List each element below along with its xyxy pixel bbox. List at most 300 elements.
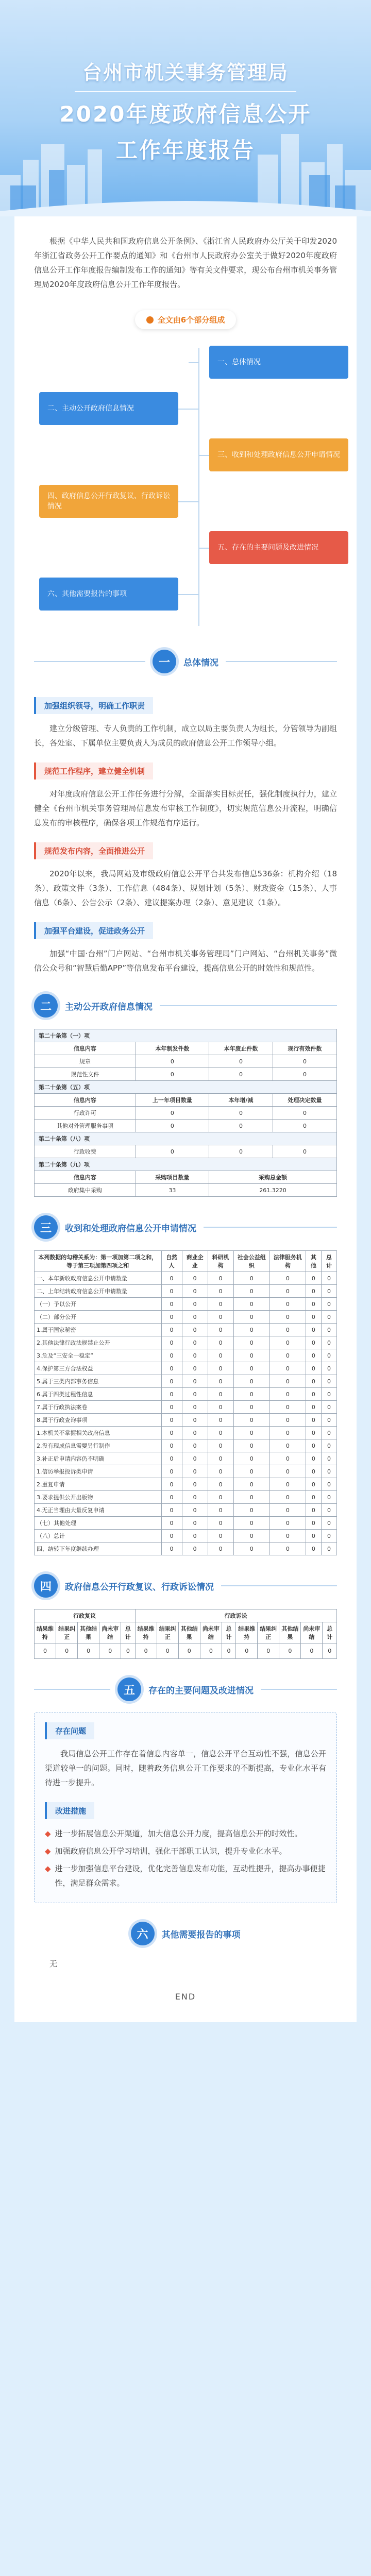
table-cell: 0 — [233, 1388, 269, 1401]
table-cell: 0 — [301, 1643, 323, 1659]
table-cell: 0 — [306, 1543, 321, 1555]
table-row — [35, 1145, 337, 1158]
toc-item-label: 五、存在的主要问题及改进情况 — [217, 544, 318, 552]
table-cell: 0 — [182, 1272, 208, 1285]
table-cell: 行政收费 — [35, 1145, 136, 1158]
table-cell: 0 — [136, 1120, 209, 1132]
table-cell: 7.属于行政执法案卷 — [35, 1401, 162, 1414]
table-cell: 0 — [161, 1439, 182, 1452]
table-row — [35, 1298, 337, 1311]
toc-item-3[interactable] — [209, 438, 348, 471]
table-cell: 0 — [182, 1491, 208, 1504]
table-cell: 0 — [233, 1336, 269, 1349]
table-cell: 0 — [161, 1311, 182, 1324]
table-cell: 0 — [233, 1530, 269, 1543]
table-header: 总计 — [121, 1622, 135, 1643]
list-item-text: 进一步拓展信息公开渠道，加大信息公开力度，提高信息公开的时效性。 — [55, 1829, 302, 1838]
active-disclosure-table — [34, 1029, 337, 1197]
subheading-tag: 规范发布内容，全面推进公开 — [34, 842, 153, 859]
table-cell: 0 — [321, 1543, 336, 1555]
table-cell: 0 — [321, 1285, 336, 1298]
table-cell: 3.危及“三安全一稳定” — [35, 1349, 162, 1362]
table-cell: 0 — [321, 1530, 336, 1543]
table-cell: 0 — [161, 1349, 182, 1362]
table-row — [35, 1452, 337, 1465]
table-cell: 0 — [269, 1452, 306, 1465]
table-cell: 4.无正当理由大量反复申请 — [35, 1504, 162, 1517]
table-cell: 0 — [222, 1643, 235, 1659]
application-handling-table — [34, 1250, 337, 1555]
table-header: 尚未审结 — [301, 1622, 323, 1643]
table-cell: 0 — [161, 1388, 182, 1401]
table-cell: 0 — [182, 1427, 208, 1439]
table-cell: 二、上年结转政府信息公开申请数量 — [35, 1285, 162, 1298]
table-cell: 0 — [209, 1055, 273, 1068]
subheading-tag: 改进措施 — [45, 1802, 94, 1819]
table-cell: 0 — [306, 1452, 321, 1465]
table-cell: 0 — [136, 1055, 209, 1068]
table-cell: 0 — [182, 1349, 208, 1362]
problems-box — [34, 1713, 337, 1903]
table-cell: 0 — [161, 1285, 182, 1298]
table-cell: 0 — [269, 1517, 306, 1530]
table-row — [35, 1427, 337, 1439]
table-of-contents — [29, 343, 342, 631]
toc-item-2[interactable] — [39, 392, 178, 425]
table-cell: 0 — [321, 1362, 336, 1375]
table-cell: 0 — [269, 1478, 306, 1491]
table-cell: 0 — [182, 1324, 208, 1336]
table-cell: 0 — [161, 1452, 182, 1465]
table-cell: 行政许可 — [35, 1107, 136, 1120]
table-cell: 0 — [306, 1491, 321, 1504]
leaf-icon — [146, 316, 154, 324]
table-cell: 0 — [161, 1401, 182, 1414]
table-header: 尚未审结 — [200, 1622, 222, 1643]
table-cell: 0 — [269, 1388, 306, 1401]
table-cell: 0 — [321, 1349, 336, 1362]
section-2-header — [34, 994, 337, 1018]
table-cell: 0 — [233, 1414, 269, 1427]
table-cell: 0 — [269, 1543, 306, 1555]
list-item — [45, 1844, 326, 1858]
table-cell: 0 — [233, 1452, 269, 1465]
end-marker: END — [175, 1992, 196, 2002]
table-header: 行政复议 — [35, 1609, 136, 1622]
subheading-tag: 存在问题 — [45, 1722, 94, 1739]
table-cell: 0 — [306, 1311, 321, 1324]
table-cell: 0 — [269, 1491, 306, 1504]
table-header: 采购总金额 — [209, 1171, 336, 1184]
toc-item-1[interactable] — [209, 346, 348, 379]
table-cell: 0 — [208, 1388, 233, 1401]
table-cell: 0 — [306, 1439, 321, 1452]
table-cell: 0 — [208, 1362, 233, 1375]
table-cell: 33 — [136, 1184, 209, 1197]
toc-connector — [178, 409, 199, 410]
table-cell: 0 — [269, 1530, 306, 1543]
table-cell: 政府集中采购 — [35, 1184, 136, 1197]
table-header: 本年废止件数 — [209, 1042, 273, 1055]
table-row — [35, 1439, 337, 1452]
table-row — [35, 1504, 337, 1517]
table-cell: 0 — [208, 1427, 233, 1439]
section-title: 其他需要报告的事项 — [161, 1929, 241, 1940]
table-cell: 2.没有现成信息需要另行制作 — [35, 1439, 162, 1452]
table-cell: 0 — [321, 1517, 336, 1530]
table-cell: 0 — [161, 1272, 182, 1285]
table-header: 其他结果 — [178, 1622, 200, 1643]
table-cell: 0 — [269, 1401, 306, 1414]
table-cell: 0 — [182, 1465, 208, 1478]
section-title: 总体情况 — [183, 657, 218, 668]
section-1-header — [34, 650, 337, 673]
table-cell: 0 — [208, 1375, 233, 1388]
table-row — [35, 1517, 337, 1530]
table-cell: 0 — [269, 1465, 306, 1478]
table-cell: 0 — [233, 1491, 269, 1504]
subheading-tag: 加强组织领导，明确工作职责 — [34, 697, 153, 714]
table-cell: 0 — [233, 1272, 269, 1285]
table-cell: 0 — [306, 1272, 321, 1285]
table-row — [35, 1272, 337, 1285]
table-cell: 0 — [321, 1439, 336, 1452]
review-litigation-table — [34, 1609, 337, 1659]
table-cell: 0 — [321, 1427, 336, 1439]
table-cell: 0 — [306, 1336, 321, 1349]
table-header: 信息内容 — [35, 1171, 136, 1184]
table-cell: （二）部分公开 — [35, 1311, 162, 1324]
table-cell: 0 — [182, 1311, 208, 1324]
table-cell: 0 — [78, 1643, 99, 1659]
table-header: 商业企业 — [182, 1251, 208, 1272]
table-header: 上一年项目数量 — [136, 1094, 209, 1107]
diamond-bullet-icon: ◆ — [45, 1846, 51, 1856]
table-cell: 0 — [269, 1324, 306, 1336]
table-cell: 0 — [306, 1465, 321, 1478]
other-matters-text: 无 — [49, 1959, 58, 1969]
toc-connector — [178, 501, 199, 502]
table-header: 总计 — [321, 1251, 336, 1272]
section-3-header — [34, 1215, 337, 1239]
table-cell: 0 — [121, 1643, 135, 1659]
table-header: 信息内容 — [35, 1042, 136, 1055]
table-cell: 0 — [161, 1414, 182, 1427]
table-cell: 0 — [208, 1401, 233, 1414]
hero-title-divider — [75, 91, 296, 92]
table-cell: 0 — [306, 1324, 321, 1336]
table-cell: 0 — [321, 1324, 336, 1336]
table-cell: 0 — [269, 1285, 306, 1298]
table-cell: 0 — [306, 1285, 321, 1298]
table-cell: 0 — [321, 1465, 336, 1478]
table-cell: 2.其他法律行政法规禁止公开 — [35, 1336, 162, 1349]
section-4-header — [34, 1574, 337, 1598]
table-row — [35, 1530, 337, 1543]
intro-paragraph: 根据《中华人民共和国政府信息公开条例》、《浙江省人民政府办公厅关于印发2020年浙江省政务公开工作要点的通知》和《台州市人民政府办公室关于做好2020年度政府信息公开工作年度报告编制发布工作的通知》等有关文件要求，现公布台州市机关事务管理局2020年度政府信息公开工作年度报告。 — [34, 236, 337, 289]
table-cell: 0 — [233, 1543, 269, 1555]
list-item — [45, 1826, 326, 1841]
table-cell: 0 — [306, 1388, 321, 1401]
table-header: 结果纠正 — [56, 1622, 78, 1643]
table-cell: 0 — [269, 1414, 306, 1427]
table-cell: 0 — [269, 1504, 306, 1517]
toc-connector — [178, 594, 199, 595]
problem-paragraph: 我局信息公开工作存在着信息内容单一，信息公开平台互动性不强，信息公开渠道较单一的问题。同时，随着政务信息公开工作要求的不断提高，专业化水平有待进一步提升。 — [45, 1749, 326, 1787]
table-cell: 规范性文件 — [35, 1068, 136, 1081]
table-cell: 0 — [208, 1452, 233, 1465]
table-cell: 0 — [273, 1055, 336, 1068]
list-item-text: 加强政府信息公开学习培训，强化干部职工认识，提升专业化水平。 — [55, 1846, 287, 1856]
table-header: 其他结果 — [279, 1622, 301, 1643]
table-cell: 0 — [182, 1401, 208, 1414]
table-row — [35, 1491, 337, 1504]
table-cell: 0 — [182, 1452, 208, 1465]
section-number-badge: 五 — [117, 1677, 141, 1701]
table-cell: 0 — [157, 1643, 178, 1659]
table-cell: 0 — [306, 1504, 321, 1517]
table-cell: 0 — [209, 1068, 273, 1081]
table-cell: 0 — [323, 1643, 337, 1659]
table-row — [35, 1068, 337, 1081]
table-section-title: 第二十条第（八）项 — [35, 1132, 337, 1145]
table-cell: 0 — [208, 1311, 233, 1324]
table-cell: 0 — [135, 1643, 157, 1659]
toc-pill — [135, 310, 236, 329]
table-cell: 0 — [306, 1298, 321, 1311]
table-cell: 0 — [208, 1504, 233, 1517]
table-row — [35, 1311, 337, 1324]
table-cell: 0 — [258, 1643, 279, 1659]
table-cell: 0 — [136, 1107, 209, 1120]
table-row — [35, 1336, 337, 1349]
toc-item-6[interactable] — [39, 578, 178, 611]
diamond-bullet-icon: ◆ — [45, 1864, 51, 1873]
table-cell: 0 — [321, 1491, 336, 1504]
table-cell: 0 — [233, 1362, 269, 1375]
table-cell: 0 — [161, 1375, 182, 1388]
table-cell: 1.本机关不掌握相关政府信息 — [35, 1427, 162, 1439]
table-row — [35, 1055, 337, 1068]
table-cell: 0 — [273, 1145, 336, 1158]
toc-item-label: 三、收到和处理政府信息公开申请情况 — [217, 451, 340, 459]
table-cell: 0 — [161, 1465, 182, 1478]
toc-item-label: 四、政府信息公开行政复议、行政诉讼情况 — [47, 492, 170, 511]
table-cell: 0 — [306, 1362, 321, 1375]
table-cell: 0 — [269, 1349, 306, 1362]
section-5-header — [34, 1677, 337, 1701]
table-header: 结果纠正 — [258, 1622, 279, 1643]
table-cell: 0 — [321, 1478, 336, 1491]
section-number-badge: 一 — [153, 650, 176, 673]
toc-item-label: 二、主动公开政府信息情况 — [47, 404, 134, 413]
table-cell: 0 — [321, 1504, 336, 1517]
toc-connector — [199, 548, 209, 549]
table-cell: 0 — [182, 1439, 208, 1452]
table-cell: 0 — [273, 1107, 336, 1120]
table-cell: 0 — [321, 1298, 336, 1311]
toc-item-label: 六、其他需要报告的事项 — [47, 590, 127, 598]
table-header: 总计 — [222, 1622, 235, 1643]
table-cell: 0 — [269, 1336, 306, 1349]
subheading-tag: 加强平台建设，促进政务公开 — [34, 922, 153, 939]
table-cell: 0 — [306, 1349, 321, 1362]
section-paragraph: 加强“中国·台州”门户网站、“台州市机关事务管理局”门户网站、“台州机关事务”微信公众号和“智慧后勤APP”等信息发布平台建设，提高信息公开的时效性和规范性。 — [34, 949, 337, 973]
table-cell: 0 — [269, 1272, 306, 1285]
table-cell: 0 — [209, 1120, 273, 1132]
divider — [261, 1689, 337, 1690]
table-cell: 0 — [321, 1336, 336, 1349]
table-cell: 0 — [321, 1375, 336, 1388]
table-header: 其他结果 — [78, 1622, 99, 1643]
table-header: 尚未审结 — [99, 1622, 121, 1643]
table-header: 法律服务机构 — [269, 1251, 306, 1272]
section-paragraph: 对年度政府信息公开工作任务进行分解，全面落实目标责任，强化制度执行力，建立健全《台州市机关事务管理局信息发布审核工作制度》，切实规范信息公开流程，明确信息发布的审核程序，确保各项工作规范有序运行。 — [34, 789, 337, 827]
divider — [204, 1227, 337, 1228]
table-cell: 0 — [208, 1349, 233, 1362]
toc-pill-label: 全文由6个部分组成 — [157, 315, 225, 325]
table-cell: 0 — [269, 1427, 306, 1439]
table-cell: 0 — [182, 1362, 208, 1375]
table-cell: 0 — [233, 1311, 269, 1324]
table-cell: （七）其他处理 — [35, 1517, 162, 1530]
table-cell: 0 — [209, 1107, 273, 1120]
table-cell: 0 — [273, 1120, 336, 1132]
table-cell: 0 — [306, 1414, 321, 1427]
table-cell: 四、结转下年度继续办理 — [35, 1543, 162, 1555]
section-title: 收到和处理政府信息公开申请情况 — [65, 1223, 196, 1234]
table-cell: 0 — [182, 1414, 208, 1427]
table-cell: 0 — [306, 1517, 321, 1530]
table-cell: 0 — [182, 1517, 208, 1530]
table-cell: 4.保护第三方合法权益 — [35, 1362, 162, 1375]
table-cell: 0 — [182, 1478, 208, 1491]
table-cell: 0 — [208, 1543, 233, 1555]
divider — [160, 1005, 337, 1006]
table-header: 本列数据的勾稽关系为：第一项加第二项之和，等于第三项加第四项之和 — [35, 1251, 162, 1272]
table-cell: 0 — [56, 1643, 78, 1659]
section-title: 政府信息公开行政复议、行政诉讼情况 — [65, 1582, 214, 1592]
table-cell: 0 — [321, 1311, 336, 1324]
table-cell: 0 — [178, 1643, 200, 1659]
table-cell: 2.重复申请 — [35, 1478, 162, 1491]
section-number-badge: 四 — [34, 1574, 58, 1598]
toc-item-5[interactable] — [209, 531, 348, 564]
toc-item-label: 一、总体情况 — [217, 358, 261, 366]
table-cell: 0 — [182, 1375, 208, 1388]
table-row — [35, 1184, 337, 1197]
table-cell: （八）总计 — [35, 1530, 162, 1543]
table-cell: 0 — [321, 1452, 336, 1465]
section-number-badge: 六 — [131, 1922, 155, 1945]
hero-title-line2: 2020年度政府信息公开 — [59, 101, 312, 127]
toc-item-4[interactable] — [39, 485, 178, 518]
divider — [34, 1689, 110, 1690]
table-cell: 0 — [35, 1643, 56, 1659]
table-cell: 0 — [233, 1324, 269, 1336]
table-header: 现行有效件数 — [273, 1042, 336, 1055]
list-item-text: 进一步加强信息平台建设，优化完善信息发布功能，互动性提升，提高办事便捷性，满足群众需求。 — [55, 1864, 326, 1888]
table-cell: 0 — [233, 1349, 269, 1362]
table-cell: 0 — [208, 1530, 233, 1543]
table-cell: 规章 — [35, 1055, 136, 1068]
table-header: 行政诉讼 — [135, 1609, 336, 1622]
table-cell: 0 — [208, 1285, 233, 1298]
table-cell: 0 — [269, 1439, 306, 1452]
table-cell: 0 — [233, 1285, 269, 1298]
table-cell: 0 — [236, 1643, 258, 1659]
table-cell: 0 — [306, 1427, 321, 1439]
table-cell: 0 — [182, 1504, 208, 1517]
table-cell: 1.属于国家秘密 — [35, 1324, 162, 1336]
table-cell: 0 — [161, 1517, 182, 1530]
table-cell: 0 — [233, 1517, 269, 1530]
toc-connector-line — [198, 348, 199, 626]
divider — [221, 1585, 337, 1586]
table-cell: 0 — [182, 1530, 208, 1543]
table-cell: 0 — [208, 1414, 233, 1427]
table-cell: 0 — [306, 1401, 321, 1414]
table-cell: 0 — [233, 1298, 269, 1311]
table-cell: 0 — [208, 1491, 233, 1504]
table-cell: 0 — [321, 1388, 336, 1401]
table-cell: 0 — [161, 1324, 182, 1336]
table-cell: 0 — [161, 1543, 182, 1555]
table-cell: 0 — [161, 1362, 182, 1375]
table-cell: 0 — [233, 1375, 269, 1388]
table-cell: 3.要求提供公开出版物 — [35, 1491, 162, 1504]
table-row — [35, 1324, 337, 1336]
table-cell: 0 — [269, 1298, 306, 1311]
table-cell: 0 — [136, 1068, 209, 1081]
table-cell: 0 — [233, 1427, 269, 1439]
table-cell: 3.补正后申请内容仍不明确 — [35, 1452, 162, 1465]
table-row — [35, 1120, 337, 1132]
divider — [34, 661, 145, 662]
table-cell: 8.属于行政查询事项 — [35, 1414, 162, 1427]
table-header: 其他 — [306, 1251, 321, 1272]
table-cell: 0 — [233, 1504, 269, 1517]
table-cell: 0 — [200, 1643, 222, 1659]
table-cell: 0 — [99, 1643, 121, 1659]
table-cell: 0 — [161, 1336, 182, 1349]
section-paragraph: 2020年以来，我局网站及市级政府信息公开平台共发布信息536条：机构介绍（18条）、政策文件（3条）、工作信息（484条）、规划计划（5条）、财政资金（15条）、人事信息（6条）、公告公示（2条）、建议提案办理（2条）、意见建议（1条）。 — [34, 869, 337, 907]
table-cell: 0 — [208, 1478, 233, 1491]
table-cell: 0 — [269, 1362, 306, 1375]
subheading-tag: 规范工作程序，建立健全机制 — [34, 762, 153, 779]
section-number-badge: 二 — [34, 994, 58, 1018]
table-header: 总计 — [323, 1622, 337, 1643]
table-cell: 0 — [161, 1427, 182, 1439]
table-header: 本年增/减 — [209, 1094, 273, 1107]
table-cell: 0 — [161, 1530, 182, 1543]
table-row — [35, 1349, 337, 1362]
city-skyline-illustration — [0, 113, 371, 216]
table-cell: 一、本年新收政府信息公开申请数量 — [35, 1272, 162, 1285]
section-6-header — [34, 1922, 337, 1945]
table-cell: 0 — [182, 1336, 208, 1349]
table-section-title: 第二十条第（九）项 — [35, 1158, 337, 1171]
table-header: 结果纠正 — [157, 1622, 178, 1643]
table-row — [35, 1362, 337, 1375]
table-cell: 0 — [161, 1478, 182, 1491]
list-item — [45, 1861, 326, 1890]
table-header: 社会公益组织 — [233, 1251, 269, 1272]
table-cell: 0 — [161, 1491, 182, 1504]
table-cell: 5.属于三类内部事务信息 — [35, 1375, 162, 1388]
section-number-badge: 三 — [34, 1215, 58, 1239]
table-header: 结果维持 — [236, 1622, 258, 1643]
